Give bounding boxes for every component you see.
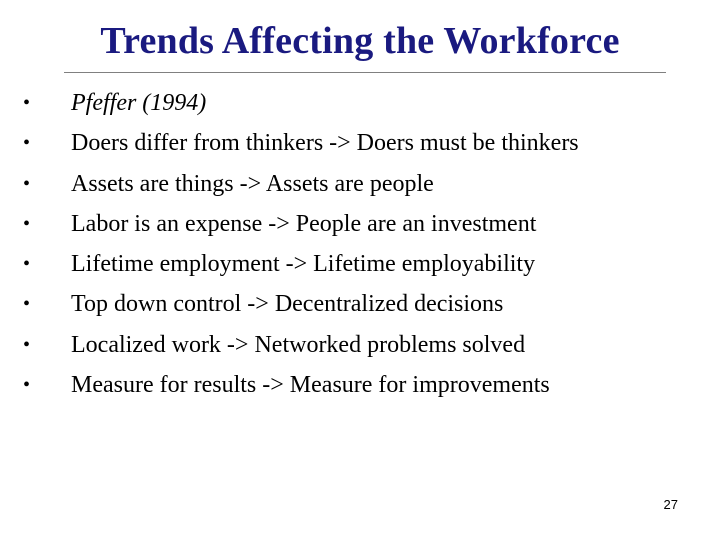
bullet-icon: •: [23, 92, 31, 114]
list-item: [0, 284, 720, 324]
list-item: [0, 123, 720, 163]
bullet-icon: •: [23, 253, 31, 276]
bullet-text: Labor is an expense -> People are an investment: [71, 210, 537, 237]
bullet-text: Doers differ from thinkers -> Doers must be thinkers: [71, 130, 579, 157]
page-number: 27: [663, 497, 678, 512]
bullet-list: [0, 83, 720, 405]
slide-title: Trends Affecting the Workforce: [100, 20, 620, 62]
bullet-icon: •: [23, 132, 31, 155]
bullet-icon: •: [23, 172, 31, 195]
bullet-text: Assets are things -> Assets are people: [71, 170, 434, 197]
bullet-icon: •: [23, 293, 31, 316]
list-item: [0, 204, 720, 244]
bullet-text: Pfeffer (1994): [71, 90, 207, 116]
bullet-icon: •: [23, 333, 31, 356]
bullet-text: Lifetime employment -> Lifetime employability: [71, 251, 536, 278]
list-item: [0, 164, 720, 204]
list-item: [0, 325, 720, 365]
title-divider: [64, 72, 666, 73]
bullet-text: Measure for results -> Measure for improvements: [71, 372, 550, 399]
bullet-icon: •: [23, 212, 31, 235]
list-item: [0, 365, 720, 405]
bullet-text: Localized work -> Networked problems solved: [71, 331, 526, 358]
bullet-icon: •: [23, 374, 31, 397]
list-item: [0, 244, 720, 284]
bullet-text: Top down control -> Decentralized decisions: [71, 291, 504, 318]
list-item: [0, 83, 720, 123]
